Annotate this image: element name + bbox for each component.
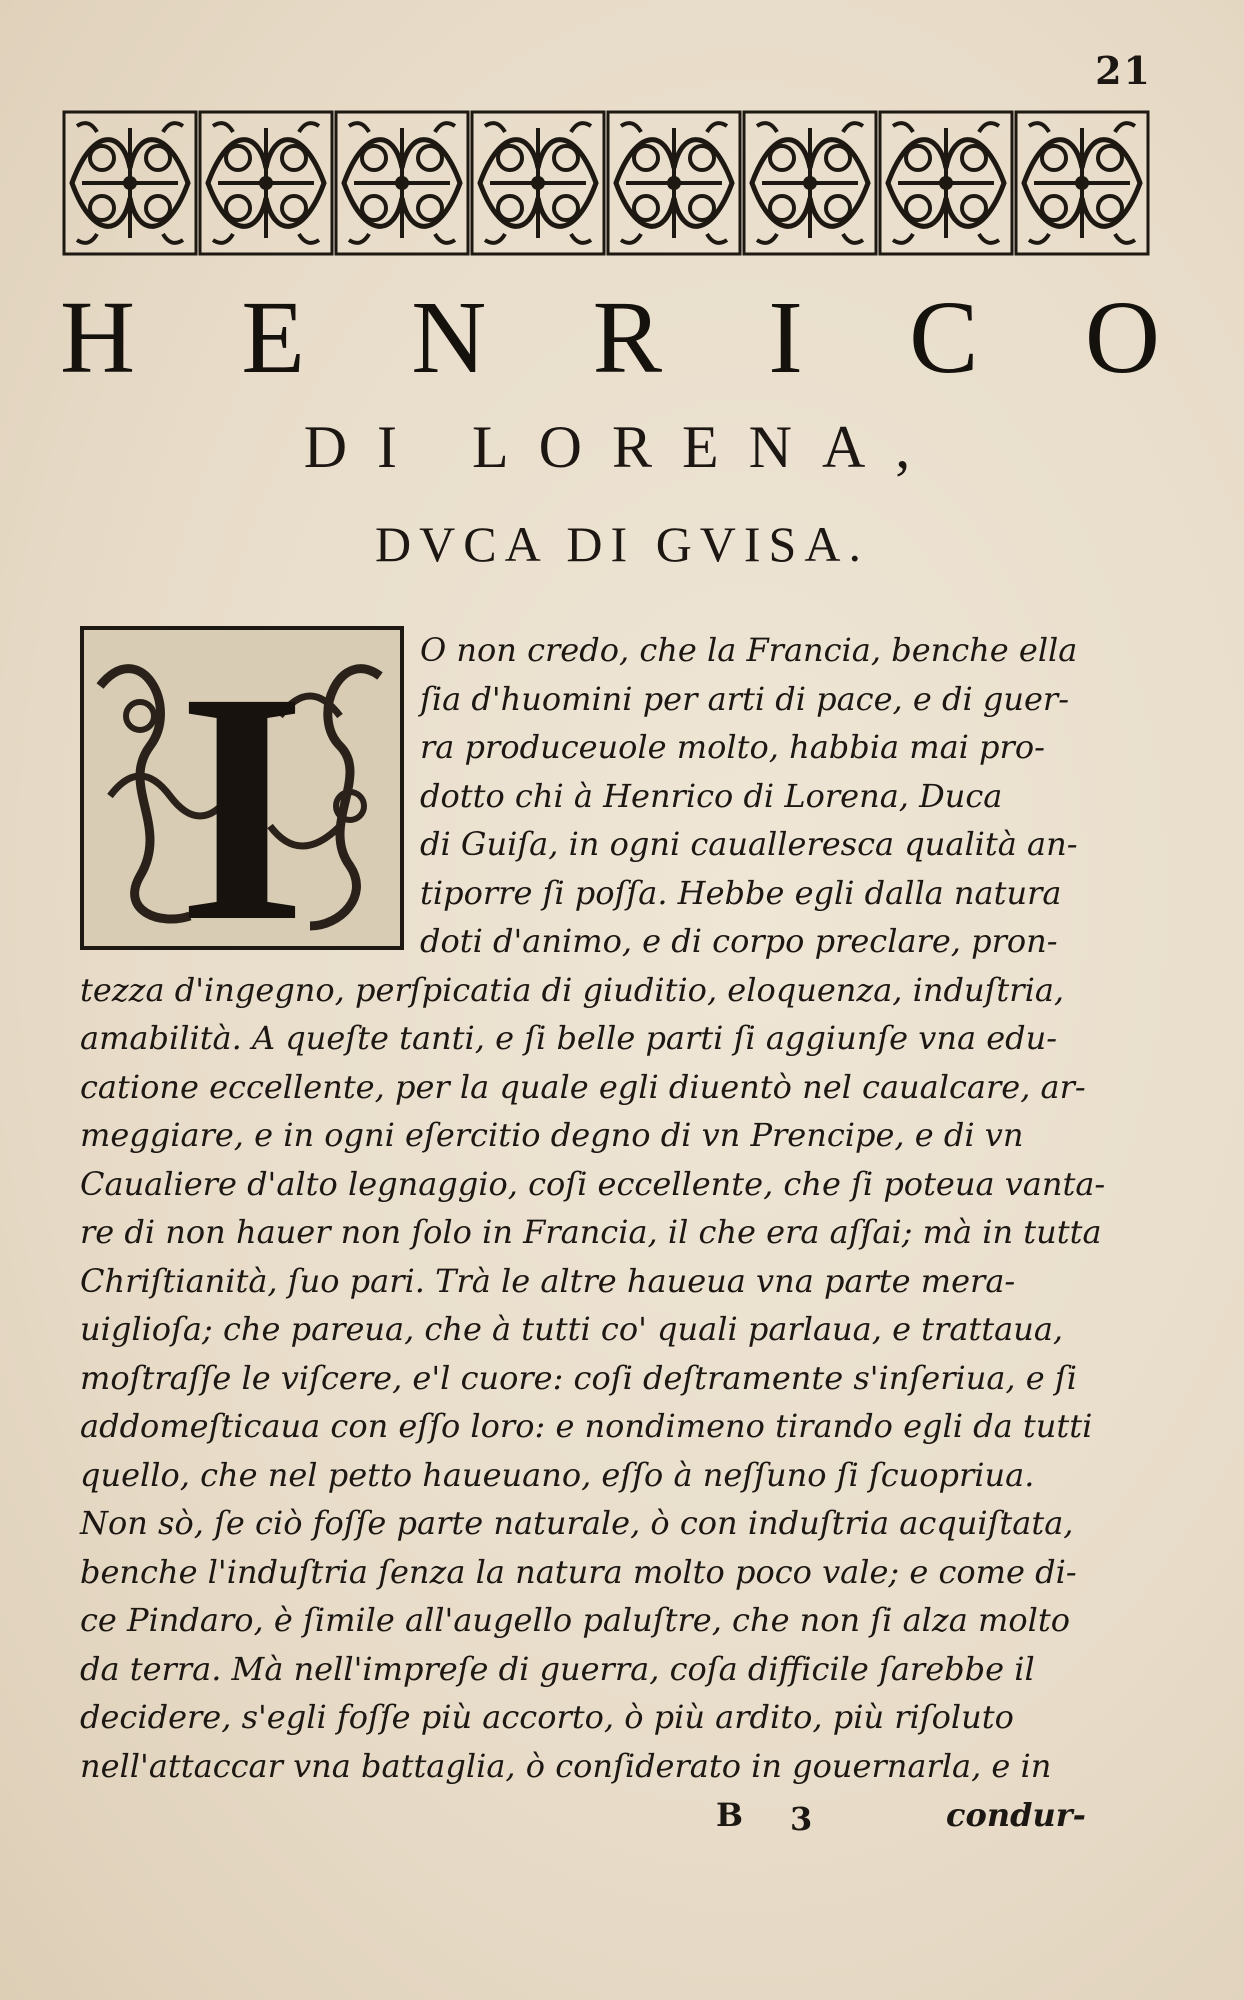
text-line: Non sò, ſe ciò foſſe parte naturale, ò con induſtria acquiſtata, xyxy=(80,1504,1074,1542)
text-line: amabilità. A queſte tanti, e ſi belle parti ſi aggiunſe vna edu- xyxy=(80,1019,1058,1057)
text-line: quello, che nel petto haueuano, eſſo à neſſuno ſi ſcuopriua. xyxy=(80,1455,1035,1494)
text-line: ſia d'huomini per arti di pace, e di guer- xyxy=(420,679,1070,718)
title-letter: R xyxy=(592,280,662,395)
text-line: dotto chi à Henrico di Lorena, Duca xyxy=(420,776,1003,815)
title-letter: I xyxy=(768,280,803,395)
title-letter: O xyxy=(1084,280,1160,395)
text-line: addomeſticaua con eſſo loro: e nondimeno tirando egli da tutti xyxy=(80,1407,1093,1445)
text-line: di Guiſa, in ogni caualleresca qualità an- xyxy=(420,825,1078,863)
signature-number: 3 xyxy=(790,1800,813,1838)
page-footer xyxy=(0,1796,1244,1840)
title-letter: E xyxy=(241,280,305,395)
text-line: decidere, s'egli foſſe più accorto, ò più ardito, più riſoluto xyxy=(80,1698,1014,1736)
title-letter: N xyxy=(411,280,487,395)
text-line: nell'attaccar vna battaglia, ò conſiderato in gouernarla, e in xyxy=(80,1746,1052,1785)
text-line: uiglioſa; che pareua, che à tutti co' quali parlaua, e trattaua, xyxy=(80,1310,1064,1348)
title-line-3: DVCA DI GVISA. xyxy=(375,516,869,572)
signature-mark: B xyxy=(716,1796,744,1834)
text-line: ra produceuole molto, habbia mai pro- xyxy=(420,728,1045,766)
text-line: da terra. Mà nell'impreſe di guerra, coſa difficile ſarebbe il xyxy=(80,1649,1035,1688)
text-line: moſtraſſe le viſcere, e'l cuore: coſi deſtramente s'inſeriua, e ſi xyxy=(80,1358,1077,1397)
title-line-2: DI LORENA, xyxy=(303,414,941,480)
text-line: tezza d'ingegno, perſpicatia di giuditio, eloquenza, induſtria, xyxy=(80,970,1065,1009)
text-line: catione eccellente, per la quale egli diuentò nel caualcare, ar- xyxy=(80,1067,1086,1106)
text-line: Chriſtianità, ſuo pari. Trà le altre haueua vna parte mera- xyxy=(80,1261,1016,1300)
title-letter: H xyxy=(60,280,136,395)
ornamental-headpiece xyxy=(62,108,1156,258)
catchword: condur- xyxy=(946,1796,1086,1834)
text-line: O non credo, che la Francia, benche ella xyxy=(420,631,1078,669)
text-line: meggiare, e in ogni eſercitio degno di vn Prencipe, e di vn xyxy=(80,1116,1024,1154)
initial-letter: I xyxy=(177,626,307,950)
text-line: re di non hauer non ſolo in Francia, il che era aſſai; mà in tutta xyxy=(80,1213,1102,1251)
title-main xyxy=(60,280,1160,395)
text-line: ce Pindaro, è ſimile all'augello paluſtre, che non ſi alza molto xyxy=(80,1601,1070,1639)
text-line: benche l'induſtria ſenza la natura molto poco vale; e come di- xyxy=(80,1552,1077,1591)
title-letter: C xyxy=(909,280,979,395)
text-line: tiporre ſi poſſa. Hebbe egli dalla natura xyxy=(420,873,1062,912)
page-number: 21 xyxy=(1095,48,1152,93)
text-line: Caualiere d'alto legnaggio, coſi eccellente, che ſi poteua vanta- xyxy=(80,1164,1106,1203)
text-line: doti d'animo, e di corpo preclare, pron- xyxy=(420,922,1058,960)
body-text xyxy=(80,626,1146,1790)
